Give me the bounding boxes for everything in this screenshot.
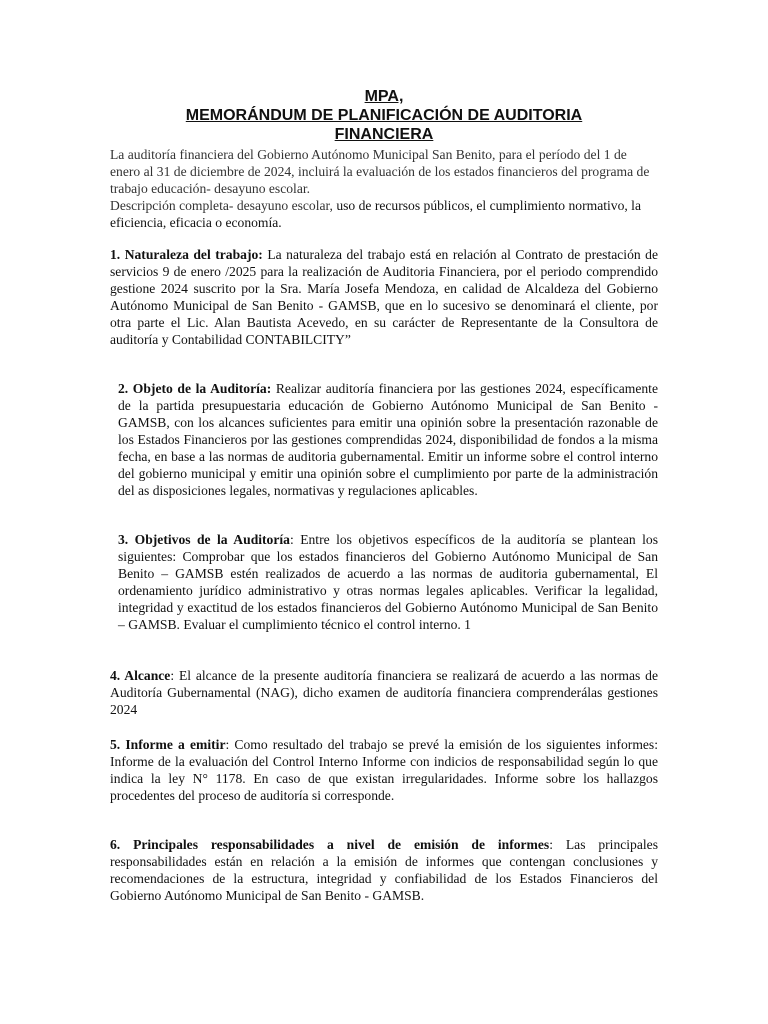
title-line-1: MPA, <box>364 88 404 105</box>
document-title <box>100 87 668 144</box>
section-objeto <box>110 380 658 499</box>
section-paragraph <box>110 736 658 804</box>
section-text: : El alcance de la presente auditoría financiera se realizará de acuerdo a las normas de Auditoría Gubernamental (NAG), dicho examen de auditoría financiera comprenderálas gestiones 2024 <box>110 668 658 717</box>
description-lead: Descripción completa- desayuno escolar, <box>110 198 337 213</box>
section-text: : Entre los objetivos específicos de la auditoría se plantean los siguientes: Comprobar que los estados financieros del Gobierno Autónomo Municipal de San Benito – GAMSB estén realizados de acuerdo a las normas de auditoria gubernamental, El ordenamiento jurídico administrativo y otras normas legales aplicables. Verificar la legalidad, integridad y exactitud de los estados financieros del Gobierno Autónomo Municipal de San Benito – GAMSB. Evaluar el cumplimiento técnico el control interno. 1 <box>118 532 659 632</box>
section-heading: 3. Objetivos de la Auditoría <box>118 532 290 547</box>
section-paragraph <box>110 531 658 633</box>
section-text: : Las principales responsabilidades están en relación a la emisión de informes que contengan conclusiones y recomendaciones de la estructura, integridad y confiabilidad de los Estados Financieros del Gobierno Autónomo Municipal de San Benito - GAMSB. <box>110 837 658 903</box>
title-line-3: FINANCIERA <box>334 126 434 143</box>
intro-paragraph: La auditoría financiera del Gobierno Autónomo Municipal San Benito, para el período del 1 de enero al 31 de diciembre de 2024, incluirá la evaluación de los estados financieros del programa de trabajo educación- desayuno escolar. <box>110 147 650 196</box>
section-paragraph <box>110 246 658 348</box>
section-text: Realizar auditoría financiera por las gestiones 2024, específicamente de la partida presupuestaria educación de Gobierno Autónomo Municipal de San Benito - GAMSB, con los alcances suficientes para emitir una opinión sobre la presentación razonable de los Estados Financieros por las gestiones comprendidas 2024, disponibilidad de fondos a la misma fecha, en base a las normas de auditoria gubernamental. Emitir un informe sobre el control interno del gobierno municipal y emitir una opinión sobre el cumplimiento por parte de la administración del as disposiciones legales, normativas y regulaciones aplicables. <box>118 381 658 498</box>
section-objetivos <box>110 531 658 633</box>
section-heading: 1. Naturaleza del trabajo: <box>110 247 263 262</box>
section-paragraph <box>110 667 658 718</box>
section-text: : Como resultado del trabajo se prevé la emisión de los siguientes informes: Informe de la evaluación del Control Interno Informe con indicios de responsabilidad según lo que indica la ley N° 1178. En caso de que existan irregularidades. Informe sobre los hallazgos procedentes del proceso de auditoría si corresponde. <box>110 737 658 803</box>
intro-block <box>110 146 658 231</box>
section-heading: 4. Alcance <box>110 668 171 683</box>
description-rest: uso de recursos públicos, el cumplimiento normativo, la eficiencia, eficacia o economía. <box>110 198 641 230</box>
section-naturaleza <box>110 246 658 348</box>
description-paragraph <box>110 197 658 231</box>
section-heading: 6. Principales responsabilidades a nivel de emisión de informes <box>110 837 550 852</box>
section-alcance <box>110 667 658 718</box>
section-paragraph <box>110 836 658 904</box>
section-heading: 2. Objeto de la Auditoría: <box>118 381 272 396</box>
section-heading: 5. Informe a emitir <box>110 737 226 752</box>
section-paragraph <box>110 380 658 499</box>
title-line-2: MEMORÁNDUM DE PLANIFICACIÓN DE AUDITORIA <box>185 107 583 124</box>
section-text: La naturaleza del trabajo está en relación al Contrato de prestación de servicios 9 de enero /2025 para la realización de Auditoria Financiera, por el periodo comprendido gestione 2024 suscrito por la Sra. María Josefa Mendoza, en calidad de Alcaldeza del Gobierno Autónomo Municipal de San Benito - GAMSB, que en lo sucesivo se denominará el cliente, por otra parte el Lic. Alan Bautista Acevedo, en su carácter de Representante de la Consultora de auditoría y Contabilidad CONTABILCITY” <box>110 247 659 347</box>
section-responsabilidades <box>110 836 658 904</box>
section-informe <box>110 736 658 804</box>
